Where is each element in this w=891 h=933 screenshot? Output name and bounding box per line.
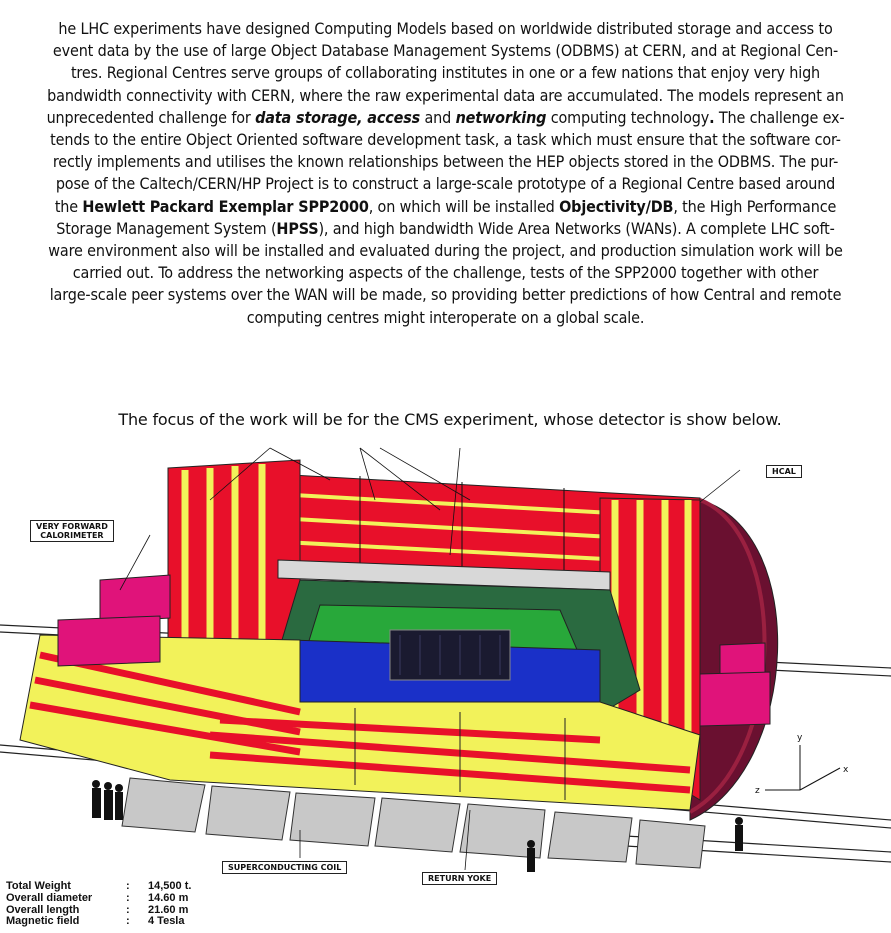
callout-text: RETURN YOKE <box>428 874 492 883</box>
spec-label: Magnetic field <box>6 915 80 928</box>
text-run: . <box>709 107 715 127</box>
spec-value: 14,500 t. <box>148 880 192 892</box>
axis-label-x: x <box>843 765 849 775</box>
intro-line <box>0 240 891 262</box>
intro-line <box>0 62 891 84</box>
spec-value: 21.60 m <box>148 903 189 916</box>
forward-calorimeter-right-lower <box>700 672 770 726</box>
intro-line <box>0 218 891 240</box>
text-run: unprecedented challenge for <box>46 107 256 127</box>
text-run: he LHC experiments have designed Computing Models based on worldwide distributed storage and access to <box>58 19 833 38</box>
intro-line <box>0 307 891 329</box>
text-run: Storage Management System ( <box>56 218 277 238</box>
emphasis-hp-exemplar: Hewlett Packard Exemplar SPP2000 <box>82 196 369 216</box>
text-run: , the High Performance <box>673 196 837 216</box>
spec-sep: : <box>126 880 130 892</box>
callout-hcal <box>766 465 802 478</box>
spec-value: 4 Tesla <box>148 915 185 928</box>
callout-return-yoke <box>422 872 497 885</box>
axis-label-y: y <box>797 733 803 743</box>
text-run: tres. Regional Centres serve groups of collaborating institutes in one or a few nations that enjoy very high <box>70 63 821 83</box>
emphasis-hpss: HPSS <box>276 218 319 238</box>
intro-line <box>0 40 891 62</box>
axis-label-z: z <box>755 786 760 796</box>
intro-line <box>0 284 891 306</box>
callout-text: SUPERCONDUCTING COIL <box>228 863 342 872</box>
intro-line <box>0 196 891 218</box>
cms-detector-figure <box>0 440 891 933</box>
spec-label: Total Weight <box>6 880 71 892</box>
text-run: The challenge ex- <box>714 107 845 127</box>
spec-sep: : <box>126 903 130 916</box>
text-run: ), and high bandwidth Wide Area Networks (WANs). A complete LHC soft- <box>318 218 835 238</box>
spec-value: 14.60 m <box>148 891 189 904</box>
focus-sentence: The focus of the work will be for the CMS experiment, whose detector is show below. <box>118 410 782 429</box>
intro-line <box>0 151 891 173</box>
inner-tracker <box>390 630 510 680</box>
spec-row <box>6 893 228 905</box>
text-run: rectly implements and utilises the known relationships between the HEP objects stored in the ODBMS. The pur- <box>52 152 839 172</box>
spec-sep: : <box>126 891 130 904</box>
emphasis-networking: networking <box>455 107 547 127</box>
spec-sep: : <box>126 915 130 928</box>
callout-text: VERY FORWARD <box>36 522 108 531</box>
detector-specs <box>6 881 228 928</box>
intro-line <box>0 107 891 129</box>
spec-label: Overall diameter <box>6 891 93 904</box>
callout-text: CALORIMETER <box>40 531 104 540</box>
intro-line <box>0 129 891 151</box>
text-run: event data by the use of large Object Database Management Systems (ODBMS) at CERN, and at Regional Cen- <box>52 41 839 61</box>
intro-line <box>0 85 891 107</box>
text-run: ware environment also will be installed and evaluated during the project, and production simulation work will be <box>48 241 843 261</box>
coordinate-axes <box>765 745 840 790</box>
text-run: and <box>420 107 456 127</box>
text-run: tends to the entire Object Oriented software development task, a task which must ensure that the software cor- <box>50 130 841 150</box>
callout-text: HCAL <box>772 467 796 476</box>
text-run: the <box>54 196 83 216</box>
text-run: computing technology <box>546 107 710 127</box>
emphasis-data-storage-access: data storage, access <box>255 107 421 127</box>
text-run: large-scale peer systems over the WAN will be made, so providing better predictions of how Central and remote <box>49 285 842 305</box>
text-run: bandwidth connectivity with CERN, where the raw experimental data are accumulated. The models represent an <box>47 85 844 105</box>
text-run: , on which will be installed <box>368 196 560 216</box>
callout-very-forward-calorimeter <box>30 520 114 542</box>
intro-line <box>0 262 891 284</box>
intro-paragraph <box>0 18 891 329</box>
text-run: carried out. To address the networking aspects of the challenge, tests of the SPP2000 together with other <box>72 263 819 283</box>
callout-superconducting-coil <box>222 861 347 874</box>
cms-detector-illustration <box>0 440 891 933</box>
intro-line <box>0 173 891 195</box>
text-run: pose of the Caltech/CERN/HP Project is to construct a large-scale prototype of a Regional Centre based around <box>55 174 836 194</box>
spec-label: Overall length <box>6 903 80 916</box>
text-run: computing centres might interoperate on a global scale. <box>246 307 645 327</box>
forward-calorimeter-left-upper <box>100 575 170 622</box>
forward-calorimeter-left-lower <box>58 616 160 666</box>
emphasis-objectivity: Objectivity/DB <box>559 196 674 216</box>
spec-row <box>6 916 228 928</box>
intro-line <box>0 18 891 40</box>
